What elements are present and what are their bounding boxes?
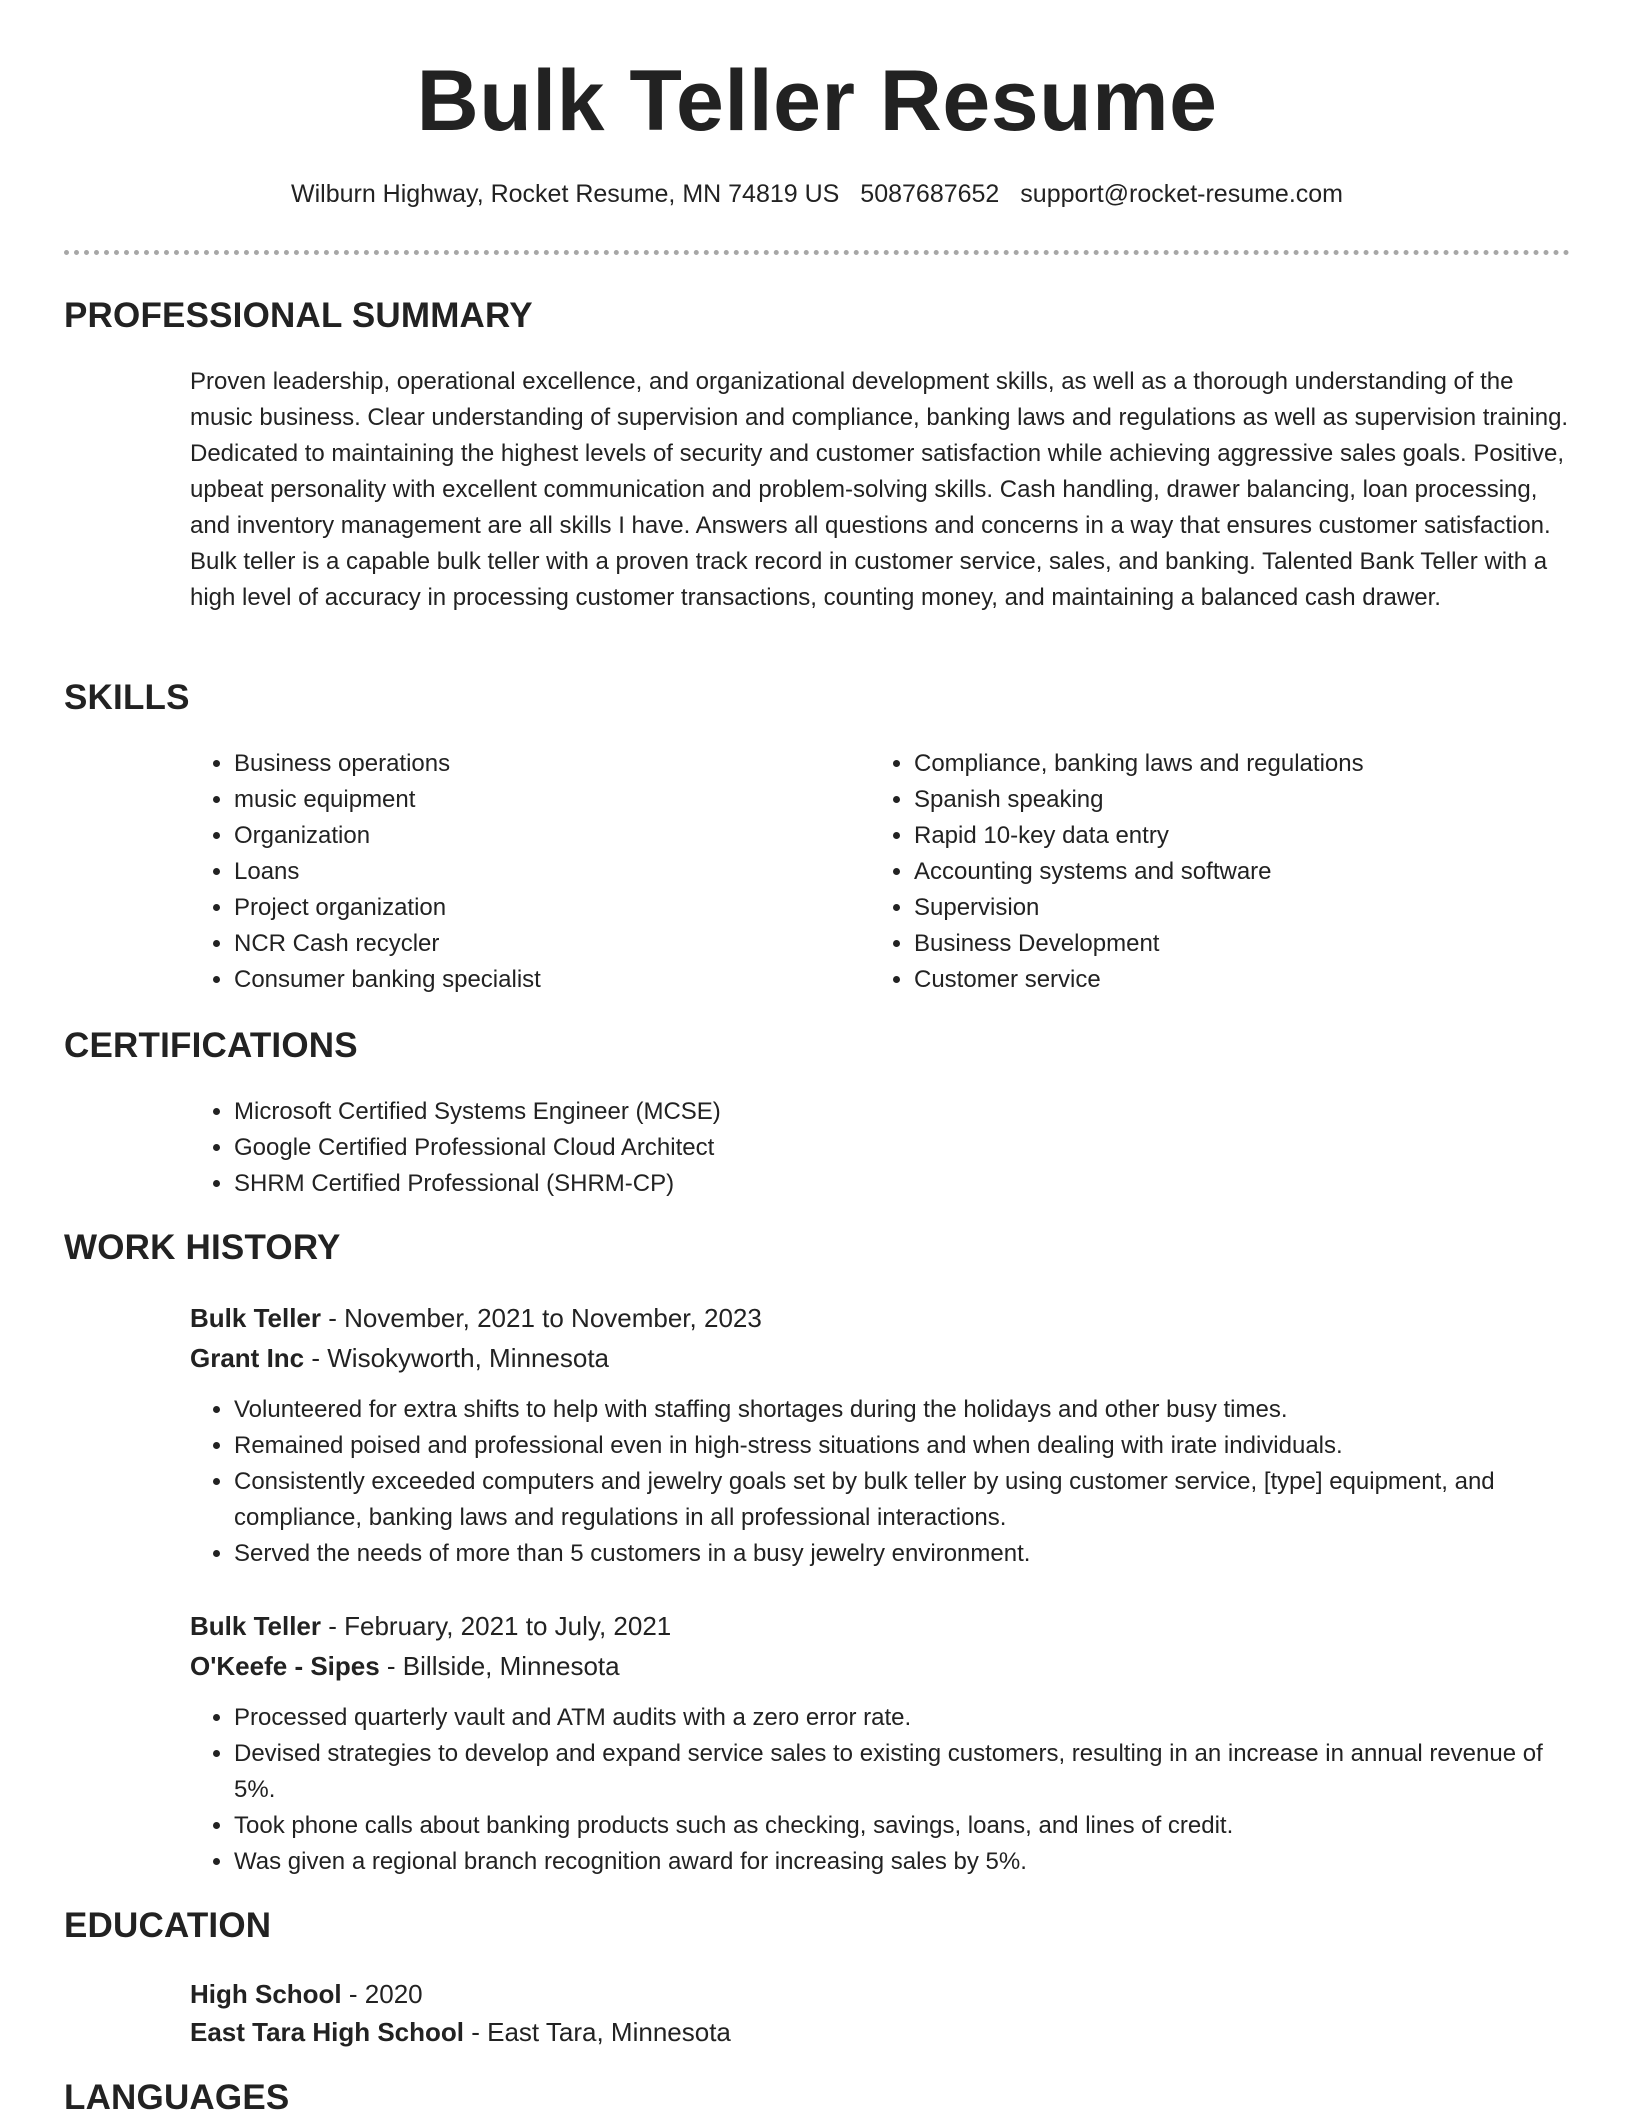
- job-bullet: • Served the needs of more than 5 customers in a busy jewelry environment.: [234, 1536, 1570, 1572]
- job-title-line: [190, 1298, 762, 1338]
- summary-heading: PROFESSIONAL SUMMARY: [64, 296, 533, 335]
- skills-left-column: [190, 746, 830, 998]
- skill-item: • Loans: [234, 854, 830, 890]
- skill-item: • Rapid 10-key data entry: [914, 818, 1510, 854]
- job-bullets-wrap: [190, 1392, 1570, 1572]
- skill-item: • Spanish speaking: [914, 782, 1510, 818]
- skill-item: • Business Development: [914, 926, 1510, 962]
- job-bullets: [190, 1700, 1570, 1880]
- skills-left-list: [190, 746, 830, 998]
- job-title: Bulk Teller: [190, 1303, 322, 1333]
- job-company: O'Keefe - Sipes: [190, 1651, 380, 1681]
- education-location: - East Tara, Minnesota: [464, 2017, 731, 2047]
- job-bullet: • Was given a regional branch recognition award for increasing sales by 5%.: [234, 1844, 1570, 1880]
- contact-phone: 5087687652: [860, 180, 1000, 208]
- job-bullet: • Devised strategies to develop and expand service sales to existing customers, resulting in an increase in annual revenue of 5%.: [234, 1736, 1570, 1808]
- certification-item: • Microsoft Certified Systems Engineer (MCSE): [234, 1094, 1570, 1130]
- job-company-line: [190, 1338, 609, 1378]
- skill-item: • Compliance, banking laws and regulations: [914, 746, 1510, 782]
- skill-item: • Accounting systems and software: [914, 854, 1510, 890]
- certification-item: • Google Certified Professional Cloud Architect: [234, 1130, 1570, 1166]
- skill-item: • Customer service: [914, 962, 1510, 998]
- job-title-line: [190, 1606, 671, 1646]
- skills-right-list: [870, 746, 1510, 998]
- skills-heading: SKILLS: [64, 678, 190, 717]
- skill-item: • Project organization: [234, 890, 830, 926]
- education-degree-line: [190, 1974, 423, 2014]
- skill-item: • Supervision: [914, 890, 1510, 926]
- education-degree: High School: [190, 1979, 342, 2009]
- job-bullet: • Consistently exceeded computers and jewelry goals set by bulk teller by using customer service, [type] equipment, and compliance, banking laws and regulations in all professional interactions.: [234, 1464, 1570, 1536]
- contact-line: [64, 180, 1570, 209]
- work-history-heading: WORK HISTORY: [64, 1228, 341, 1267]
- certification-item: • SHRM Certified Professional (SHRM-CP): [234, 1166, 1570, 1202]
- header-divider: [64, 250, 1570, 255]
- job-bullets: [190, 1392, 1570, 1572]
- education-year: - 2020: [341, 1979, 423, 2009]
- job-location: - Wisokyworth, Minnesota: [304, 1343, 610, 1373]
- job-company-line: [190, 1646, 620, 1686]
- job-company: Grant Inc: [190, 1343, 305, 1373]
- skills-right-column: [870, 746, 1510, 998]
- certifications-list: [190, 1094, 1570, 1202]
- certifications-heading: CERTIFICATIONS: [64, 1026, 358, 1065]
- education-school-line: [190, 2012, 731, 2052]
- job-location: - Billside, Minnesota: [379, 1651, 620, 1681]
- job-bullet: • Volunteered for extra shifts to help with staffing shortages during the holidays and other busy times.: [234, 1392, 1570, 1428]
- contact-address: Wilburn Highway, Rocket Resume, MN 74819 US: [290, 180, 840, 208]
- skill-item: • Organization: [234, 818, 830, 854]
- summary-text: Proven leadership, operational excellence, and organizational development skills, as well as a thorough understanding of the music business. Clear understanding of supervision and compliance, banking laws and regulations as well as supervision training. Dedicated to maintaining the highest levels of security and customer satisfaction while achieving aggressive sales goals. Positive, upbeat personality with excellent communication and problem-solving skills. Cash handling, drawer balancing, loan processing, and inventory management are all skills I have. Answers all questions and concerns in a way that ensures customer satisfaction. Bulk teller is a capable bulk teller with a proven track record in customer service, sales, and banking. Talented Bank Teller with a high level of accuracy in processing customer transactions, counting money, and maintaining a balanced cash drawer.: [190, 368, 1569, 611]
- job-dates: - November, 2021 to November, 2023: [321, 1303, 762, 1333]
- job-dates: - February, 2021 to July, 2021: [321, 1611, 672, 1641]
- education-heading: EDUCATION: [64, 1906, 272, 1945]
- languages-heading: LANGUAGES: [64, 2078, 290, 2117]
- job-title: Bulk Teller: [190, 1611, 322, 1641]
- skill-item: • Business operations: [234, 746, 830, 782]
- contact-email: support@rocket-resume.com: [1020, 180, 1344, 208]
- job-bullet: • Remained poised and professional even in high-stress situations and when dealing with irate individuals.: [234, 1428, 1570, 1464]
- resume-title: Bulk Teller Resume: [416, 53, 1218, 149]
- skill-item: • NCR Cash recycler: [234, 926, 830, 962]
- job-bullets-wrap: [190, 1700, 1570, 1880]
- job-bullet: • Processed quarterly vault and ATM audits with a zero error rate.: [234, 1700, 1570, 1736]
- education-school: East Tara High School: [190, 2017, 465, 2047]
- skill-item: • music equipment: [234, 782, 830, 818]
- job-bullet: • Took phone calls about banking products such as checking, savings, loans, and lines of credit.: [234, 1808, 1570, 1844]
- certifications-list-wrap: [190, 1094, 1570, 1202]
- skill-item: • Consumer banking specialist: [234, 962, 830, 998]
